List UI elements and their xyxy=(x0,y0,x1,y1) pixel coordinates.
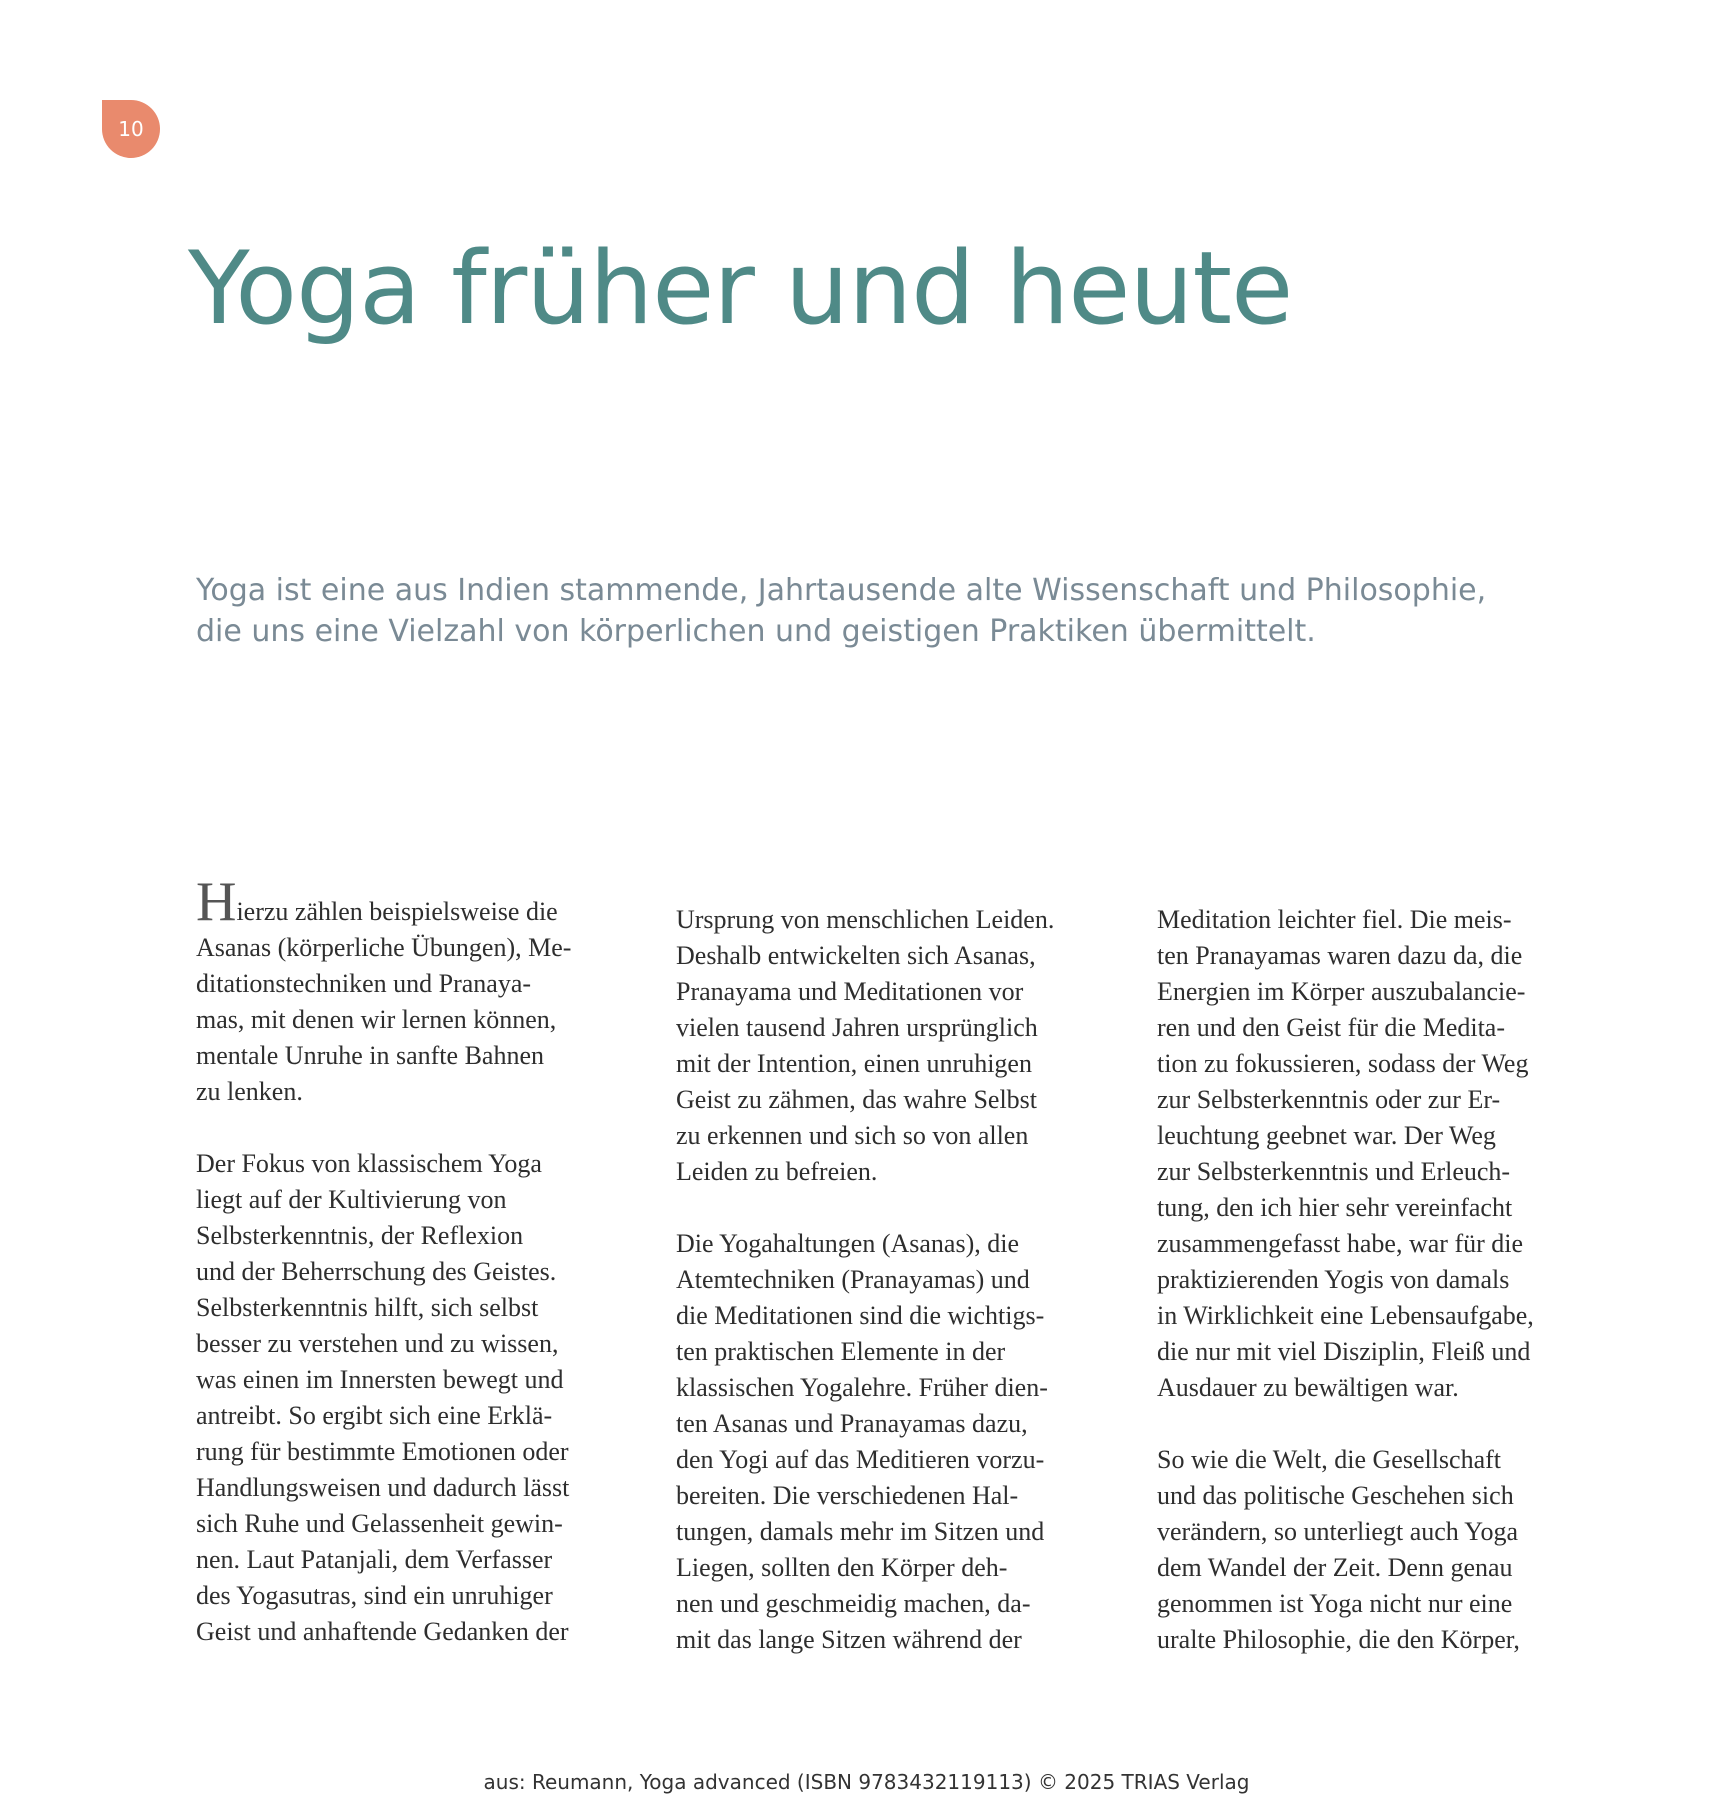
text-line: Asanas (körperliche Übungen), Me- xyxy=(196,933,572,962)
text-line: ten praktischen Elemente in der xyxy=(676,1337,1006,1366)
text-line: leuchtung geebnet war. Der Weg xyxy=(1157,1121,1496,1150)
text-line: zu lenken. xyxy=(196,1077,303,1106)
page-title: Yoga früher und heute xyxy=(188,229,1293,347)
text-line: tung, den ich hier sehr vereinfacht xyxy=(1157,1193,1513,1222)
text-line: Pranayama und Meditationen vor xyxy=(676,977,1024,1006)
drop-cap: H xyxy=(196,871,237,933)
text-line: Ursprung von menschlichen Leiden. xyxy=(676,905,1055,934)
text-line: Geist und anhaftende Gedanken der xyxy=(196,1617,569,1646)
text-line: mentale Unruhe in sanfte Bahnen xyxy=(196,1041,544,1070)
text-line: zusammengefasst habe, war für die xyxy=(1157,1229,1524,1258)
text-line: ren und den Geist für die Medita- xyxy=(1157,1013,1506,1042)
text-line: uralte Philosophie, die den Körper, xyxy=(1157,1625,1520,1654)
text-line: Atemtechniken (Pranayamas) und xyxy=(676,1265,1030,1294)
text-line: Die Yogahaltungen (Asanas), die xyxy=(676,1229,1019,1258)
text-line: nen. Laut Patanjali, dem Verfasser xyxy=(196,1545,553,1574)
text-line: Selbsterkenntnis, der Reflexion xyxy=(196,1221,524,1250)
text-column-2 xyxy=(676,902,1106,1658)
text-line: ten Pranayamas waren dazu da, die xyxy=(1157,941,1523,970)
text-line: ten Asanas und Pranayamas dazu, xyxy=(676,1409,1028,1438)
first-line-text: ierzu zählen beispielsweise die xyxy=(236,897,558,926)
paragraph-gap xyxy=(1157,1406,1587,1442)
text-line: den Yogi auf das Meditieren vorzu- xyxy=(676,1445,1045,1474)
text-line: Deshalb entwickelten sich Asanas, xyxy=(676,941,1036,970)
text-line: besser zu verstehen und zu wissen, xyxy=(196,1329,559,1358)
text-line: des Yogasutras, sind ein unruhiger xyxy=(196,1581,553,1610)
text-line: ditationstechniken und Pranaya- xyxy=(196,969,532,998)
footer-citation: aus: Reumann, Yoga advanced (ISBN 9783432119113) © 2025 TRIAS Verlag xyxy=(483,1770,1250,1794)
text-line: Energien im Körper auszubalancie- xyxy=(1157,977,1526,1006)
text-line: und das politische Geschehen sich xyxy=(1157,1481,1514,1510)
text-line: So wie die Welt, die Gesellschaft xyxy=(1157,1445,1502,1474)
text-line: zu erkennen und sich so von allen xyxy=(676,1121,1029,1150)
paragraph-gap xyxy=(196,1110,626,1146)
text-line: Ausdauer zu bewältigen war. xyxy=(1157,1373,1459,1402)
text-line: und der Beherrschung des Geistes. xyxy=(196,1257,557,1286)
text-line: Liegen, sollten den Körper deh- xyxy=(676,1553,1008,1582)
intro-line: die uns eine Vielzahl von körperlichen und geistigen Praktiken übermittelt. xyxy=(196,614,1316,649)
text-line: in Wirklichkeit eine Lebensaufgabe, xyxy=(1157,1301,1534,1330)
text-line: mas, mit denen wir lernen können, xyxy=(196,1005,557,1034)
text-line: Leiden zu befreien. xyxy=(676,1157,878,1186)
text-line: liegt auf der Kultivierung von xyxy=(196,1185,507,1214)
text-line: rung für bestimmte Emotionen oder xyxy=(196,1437,569,1466)
text-line: die nur mit viel Disziplin, Fleiß und xyxy=(1157,1337,1531,1366)
text-column-3 xyxy=(1157,902,1587,1658)
intro-line: Yoga ist eine aus Indien stammende, Jahrtausende alte Wissenschaft und Philosophie, xyxy=(196,573,1487,608)
text-line: tion zu fokussieren, sodass der Weg xyxy=(1157,1049,1529,1078)
text-line: sich Ruhe und Gelassenheit gewin- xyxy=(196,1509,563,1538)
text-line: vielen tausend Jahren ursprünglich xyxy=(676,1013,1038,1042)
text-line: tungen, damals mehr im Sitzen und xyxy=(676,1517,1045,1546)
text-line: verändern, so unterliegt auch Yoga xyxy=(1157,1517,1519,1546)
text-line: mit der Intention, einen unruhigen xyxy=(676,1049,1032,1078)
text-column-1 xyxy=(196,871,626,1650)
text-line: was einen im Innersten bewegt und xyxy=(196,1365,564,1394)
text-line: genommen ist Yoga nicht nur eine xyxy=(1157,1589,1513,1618)
text-line: Selbsterkenntnis hilft, sich selbst xyxy=(196,1293,539,1322)
text-line: die Meditationen sind die wichtigs- xyxy=(676,1301,1045,1330)
text-line: praktizierenden Yogis von damals xyxy=(1157,1265,1510,1294)
intro-text xyxy=(196,570,1526,652)
page-number-badge: 10 xyxy=(102,100,160,158)
text-line: bereiten. Die verschiedenen Hal- xyxy=(676,1481,1019,1510)
text-line: Geist zu zähmen, das wahre Selbst xyxy=(676,1085,1038,1114)
text-line: zur Selbsterkenntnis oder zur Er- xyxy=(1157,1085,1501,1114)
first-line xyxy=(196,871,626,933)
text-line: antreibt. So ergibt sich eine Erklä- xyxy=(196,1401,553,1430)
text-line: Meditation leichter fiel. Die meis- xyxy=(1157,905,1512,934)
text-line: Der Fokus von klassischem Yoga xyxy=(196,1149,542,1178)
text-line: nen und geschmeidig machen, da- xyxy=(676,1589,1031,1618)
paragraph-gap xyxy=(676,1190,1106,1226)
text-line: klassischen Yogalehre. Früher dien- xyxy=(676,1373,1048,1402)
text-line: mit das lange Sitzen während der xyxy=(676,1625,1022,1654)
text-line: zur Selbsterkenntnis und Erleuch- xyxy=(1157,1157,1511,1186)
text-line: dem Wandel der Zeit. Denn genau xyxy=(1157,1553,1513,1582)
text-line: Handlungsweisen und dadurch lässt xyxy=(196,1473,570,1502)
